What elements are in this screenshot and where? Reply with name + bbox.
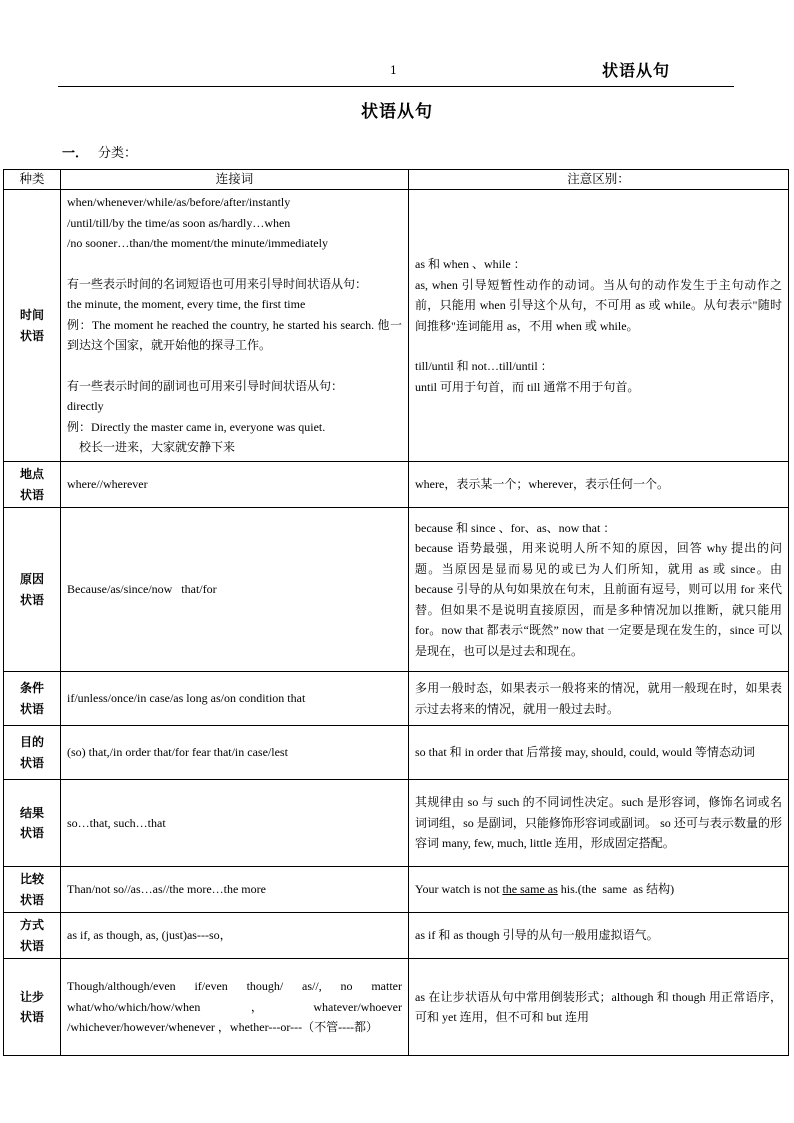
- type-cell: [4, 508, 61, 672]
- header-title: 状语从句: [601, 61, 670, 80]
- type-cell: [4, 726, 61, 780]
- note-line: until 可用于句首，而 till 通常不用于句首。: [415, 379, 640, 394]
- conj-line: Because/as/since/now that/for: [67, 582, 217, 597]
- type-cell: [4, 190, 61, 462]
- note-text: Your watch is not: [415, 882, 503, 897]
- type-cell: [4, 672, 61, 726]
- conjunctions-cell: [61, 959, 409, 1056]
- conjunctions-cell: [61, 672, 409, 726]
- conj-line: 例：Directly the master came in, everyone was quiet.: [67, 419, 326, 434]
- col-header-type: 种类: [4, 170, 61, 190]
- conj-line: 有一些表示时间的名词短语也可用来引导时间状语从句：: [67, 276, 368, 291]
- conjunctions-cell: [61, 508, 409, 672]
- note-line: as, when 引导短暂性动作的动词。当从句的动作发生于主句动作之前，只能用 when 引导这个从句，不可用 as 或 while。从句表示"随时间推移"连词能用 as，不用 when 或 while。: [415, 277, 782, 333]
- conjunctions-cell: [61, 726, 409, 780]
- note-line: [415, 336, 782, 356]
- note-line: where，表示某一个；wherever，表示任何一个。: [415, 477, 669, 492]
- notes-cell: [409, 190, 789, 462]
- type-cell: [4, 780, 61, 867]
- type-cell: [4, 959, 61, 1056]
- notes-cell: [409, 959, 789, 1056]
- type-label: 结果状语: [19, 805, 44, 840]
- conj-line: when/whenever/while/as/before/after/instantly: [67, 195, 291, 209]
- type-label: 时间状语: [19, 308, 44, 343]
- conjunctions-cell: [61, 462, 409, 508]
- conj-line: so…that, such…that: [67, 815, 166, 830]
- classification-table: [3, 169, 789, 1056]
- type-label: 方式状语: [19, 918, 44, 953]
- type-label: 条件状语: [19, 681, 44, 716]
- notes-cell: [409, 913, 789, 959]
- type-cell: [4, 867, 61, 913]
- table-row-time: [4, 190, 789, 462]
- type-label: 比较状语: [19, 872, 44, 907]
- note-line: as 和 when 、while ：: [415, 257, 526, 271]
- section-heading: [62, 142, 137, 161]
- table-row-condition: [4, 672, 789, 726]
- table-row-comparison: [4, 867, 789, 913]
- conjunctions-cell: [61, 913, 409, 959]
- section-label: 分类：: [98, 146, 138, 161]
- type-cell: [4, 913, 61, 959]
- conjunctions-cell: [61, 867, 409, 913]
- document-title: 状语从句: [361, 102, 433, 122]
- conj-line: 有一些表示时间的副词也可用来引导时间状语从句：: [67, 378, 344, 393]
- conj-line: where//wherever: [67, 477, 148, 492]
- section-number: 一．: [62, 146, 89, 161]
- type-cell: [4, 462, 61, 508]
- conj-line: as if, as though, as, (just)as---so，: [67, 928, 232, 943]
- table-row-concession: [4, 959, 789, 1056]
- type-label: 地点状语: [19, 467, 44, 502]
- page-number: 1: [390, 64, 397, 77]
- note-line: 多用一般时态，如果表示一般将来的情况，就用一般现在时，如果表示过去将来的情况，就用一般过去时。: [415, 681, 782, 716]
- conj-line: [67, 254, 402, 274]
- type-label: 原因状语: [19, 572, 44, 607]
- conj-line: Than/not so//as…as//the more…the more: [67, 882, 266, 897]
- note-line: because 和 since 、for、as、now that ：: [415, 520, 616, 535]
- note-line: so that 和 in order that 后常接 may, should, could, would 等情态动词: [415, 745, 755, 760]
- conj-line: /no sooner…than/the moment/the minute/immediately: [67, 236, 328, 250]
- conj-line: directly: [67, 399, 104, 413]
- notes-cell: [409, 867, 789, 913]
- col-header-notes: 注意区别：: [409, 170, 789, 190]
- type-label: 让步状语: [19, 989, 44, 1024]
- conj-line: /until/till/by the time/as soon as/hardly…when: [67, 215, 291, 230]
- col-header-conjunctions: 连接词: [61, 170, 409, 190]
- table-row-place: [4, 462, 789, 508]
- note-line: because 语势最强，用来说明人所不知的原因，回答 why 提出的问题。当原因是显而易见的或已为人们所知，就用 as 或 since。由 because 引导的从句如果放在句末，且前面有逗号，则可以用 for 来代替。但如果不是说明直接原因，而是多种情况加以推断，就只能用 for。now that 都表示“既然” now that 一定要是现在发生的，since 可以是现在，也可以是过去和现在。: [415, 541, 782, 658]
- type-label: 目的状语: [19, 735, 44, 770]
- note-line: as 在让步状语从句中常用倒装形式；although 和 though 用正常语序，可和 yet 连用，但不可和 but 连用: [415, 989, 782, 1024]
- table-header-row: [4, 170, 789, 190]
- conjunctions-cell: [61, 190, 409, 462]
- table-row-purpose: [4, 726, 789, 780]
- notes-cell: [409, 508, 789, 672]
- conj-line: the minute, the moment, every time, the first time: [67, 297, 306, 311]
- notes-cell: [409, 672, 789, 726]
- conj-line: Though/although/even if/even though/ as//, no matter what/who/which/how/when，whatever/whoever /whichever/however/whenever ，whether---or---（不管----都）: [67, 979, 402, 1035]
- conj-line: 例：The moment he reached the country, he started his search. 他一到达这个国家，就开始他的探寻工作。: [67, 317, 402, 352]
- conj-line: (so) that,/in order that/for fear that/in case/lest: [67, 745, 288, 760]
- table-row-reason: [4, 508, 789, 672]
- note-underlined-text: the same as: [502, 882, 558, 897]
- table-row-result: [4, 780, 789, 867]
- note-text: his.(the same as 结构): [557, 882, 675, 897]
- note-line: as if 和 as though 引导的从句一般用虚拟语气。: [415, 928, 659, 943]
- note-line: [415, 879, 782, 900]
- table-row-manner: [4, 913, 789, 959]
- conjunctions-cell: [61, 780, 409, 867]
- note-line: 其规律由 so 与 such 的不同词性决定。such 是形容词，修饰名词或名词词组，so 是副词，只能修饰形容词或副词。 so 还可与表示数量的形容词 many, few, much, little 连用，形成固定搭配。: [415, 795, 782, 851]
- note-line: till/until 和 not…till/until ：: [415, 359, 553, 373]
- conj-line: [67, 356, 402, 376]
- page-header: [58, 56, 734, 87]
- conj-line: 校长一进来，大家就安静下来: [67, 440, 236, 454]
- conj-line: if/unless/once/in case/as long as/on condition that: [67, 691, 306, 706]
- notes-cell: [409, 726, 789, 780]
- notes-cell: [409, 780, 789, 867]
- notes-cell: [409, 462, 789, 508]
